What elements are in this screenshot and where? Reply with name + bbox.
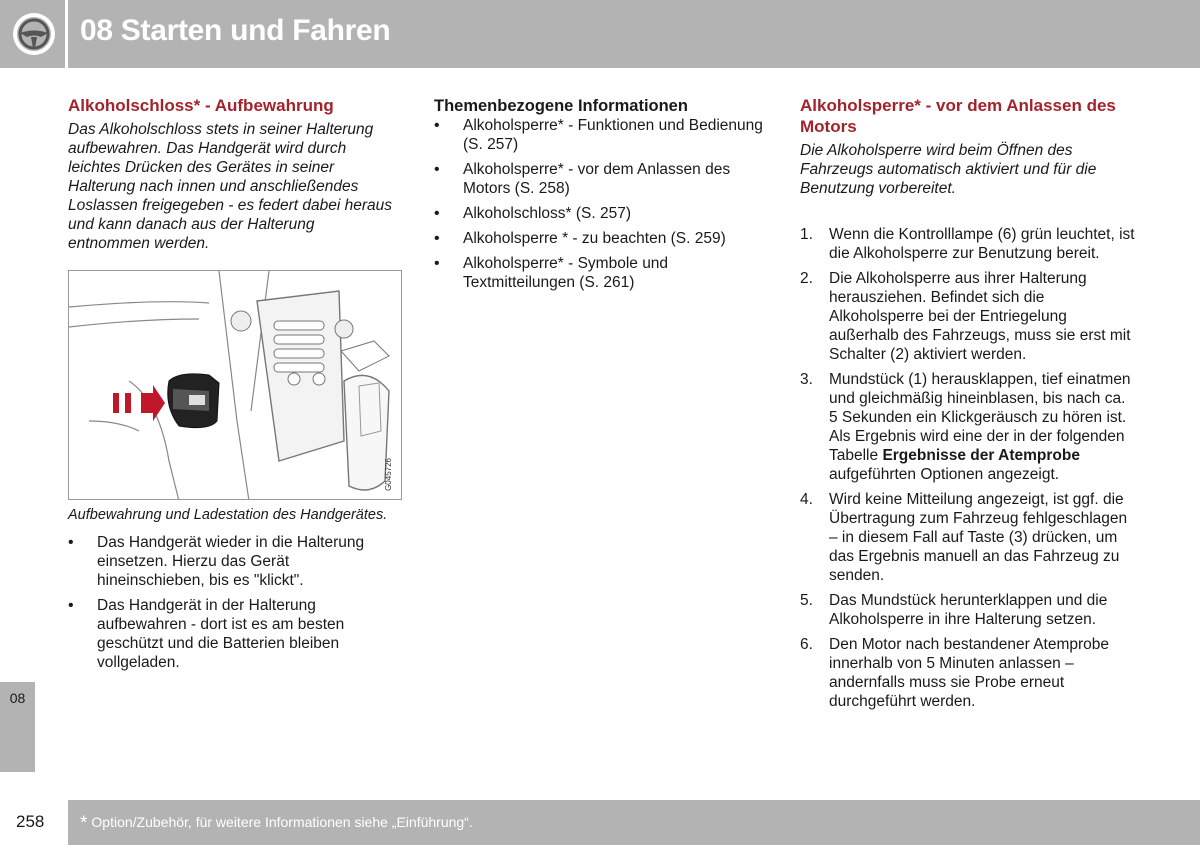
step-number: 2. <box>800 270 813 287</box>
column-before-start <box>800 95 1135 717</box>
step-number: 6. <box>800 636 813 653</box>
section-intro-before-start: Die Alkoholsperre wird beim Öffnen des Fahrzeugs automatisch aktiviert und für die Benutzung vorbereitet. <box>800 142 1097 197</box>
section-heading-storage: Alkoholschloss* - Aufbewahrung <box>68 96 334 115</box>
figure-handset-holder <box>68 270 402 500</box>
option-star-icon: * <box>80 813 88 834</box>
related-link[interactable]: • Alkoholsperre* - Symbole und Textmitteilungen (S. 261) <box>434 254 764 292</box>
procedure-step <box>800 591 1135 629</box>
section-intro-storage: Das Alkoholschloss stets in seiner Halterung aufbewahren. Das Handgerät wird durch leichtes Drücken des Gerätes in seiner Halterung nach innen und anschließendes Loslassen freigegeben - es federt dabei heraus und kann danach aus der Halterung entnommen werden. <box>68 121 392 252</box>
procedure-step <box>800 635 1135 711</box>
column-related-info <box>434 95 764 298</box>
step-number: 3. <box>800 371 813 388</box>
step-text: Das Mundstück herunterklappen und die Alkoholsperre in ihre Halterung setzen. <box>829 592 1108 628</box>
handset-holder-illustration <box>69 271 402 500</box>
step-text: Den Motor nach bestandener Atemprobe innerhalb von 5 Minuten anlassen – andernfalls muss sie Probe erneut durchgeführt werden. <box>829 636 1110 710</box>
steering-wheel-icon <box>11 11 57 57</box>
step-text: aufgeführten Optionen angezeigt. <box>829 466 1060 483</box>
procedure-step <box>800 490 1135 585</box>
step-number: 4. <box>800 491 813 508</box>
storage-instructions-list <box>68 533 398 672</box>
related-link[interactable]: • Alkoholsperre* - vor dem Anlassen des Motors (S. 258) <box>434 160 764 198</box>
list-item: • Das Handgerät wieder in die Halterung einsetzen. Hierzu das Gerät hineinschieben, bis es "klickt". <box>68 533 398 590</box>
procedure-step <box>800 225 1135 263</box>
step-text: Wenn die Kontrolllampe (6) grün leuchtet, ist die Alkoholsperre zur Benutzung bereit. <box>829 226 1135 262</box>
figure-code: G045726 <box>384 458 393 491</box>
step-number: 5. <box>800 592 813 609</box>
page-number: 258 <box>16 812 45 831</box>
insert-direction-arrow-icon <box>141 385 165 421</box>
related-link[interactable]: • Alkoholsperre * - zu beachten (S. 259) <box>434 229 764 248</box>
list-item: • Das Handgerät in der Halterung aufbewahren - dort ist es am besten geschützt und die Batterien bleiben vollgeladen. <box>68 596 398 672</box>
related-link[interactable]: • Alkoholschloss* (S. 257) <box>434 204 764 223</box>
table-reference[interactable]: Ergebnisse der Atemprobe <box>882 447 1080 464</box>
step-text: Wird keine Mitteilung angezeigt, ist ggf. die Übertragung zum Fahrzeug fehlgeschlagen – in diesem Fall auf Taste (3) drücken, um das Ergebnis manuell an das Fahrzeug zu senden. <box>829 491 1128 584</box>
step-number: 1. <box>800 226 813 243</box>
procedure-step <box>800 269 1135 364</box>
footer-note <box>80 813 473 835</box>
column-storage <box>68 95 398 678</box>
section-heading-before-start: Alkoholsperre* - vor dem Anlassen des Motors <box>800 96 1116 136</box>
chapter-side-tab-label: 08 <box>9 690 26 706</box>
chapter-icon-box <box>0 0 68 68</box>
procedure-step <box>800 370 1135 484</box>
related-info-list <box>434 116 764 292</box>
chapter-title: 08 Starten und Fahren <box>80 14 391 47</box>
step-text: Die Alkoholsperre aus ihrer Halterung herausziehen. Befindet sich die Alkoholsperre bei der Entriegelung außerhalb des Fahrzeugs, muss sie erst mit Schalter (2) aktiviert werden. <box>829 270 1131 363</box>
step-text: Mundstück (1) herausklappen, tief einatmen und gleichmäßig hineinblasen, bis nach ca. 5 Sekunden ein Klickgeräusch zu hören ist. Als Ergebnis wird eine der in der folgenden Tabelle <box>829 371 1131 464</box>
related-link[interactable]: • Alkoholsperre* - Funktionen und Bedienung (S. 257) <box>434 116 764 154</box>
figure-caption: Aufbewahrung und Ladestation des Handgerätes. <box>68 507 388 523</box>
footer-note-text: Option/Zubehör, für weitere Informationen siehe „Einführung“. <box>91 814 473 830</box>
chapter-side-tab <box>0 682 35 772</box>
related-info-heading: Themenbezogene Informationen <box>434 97 688 115</box>
procedure-steps-list <box>800 225 1135 711</box>
